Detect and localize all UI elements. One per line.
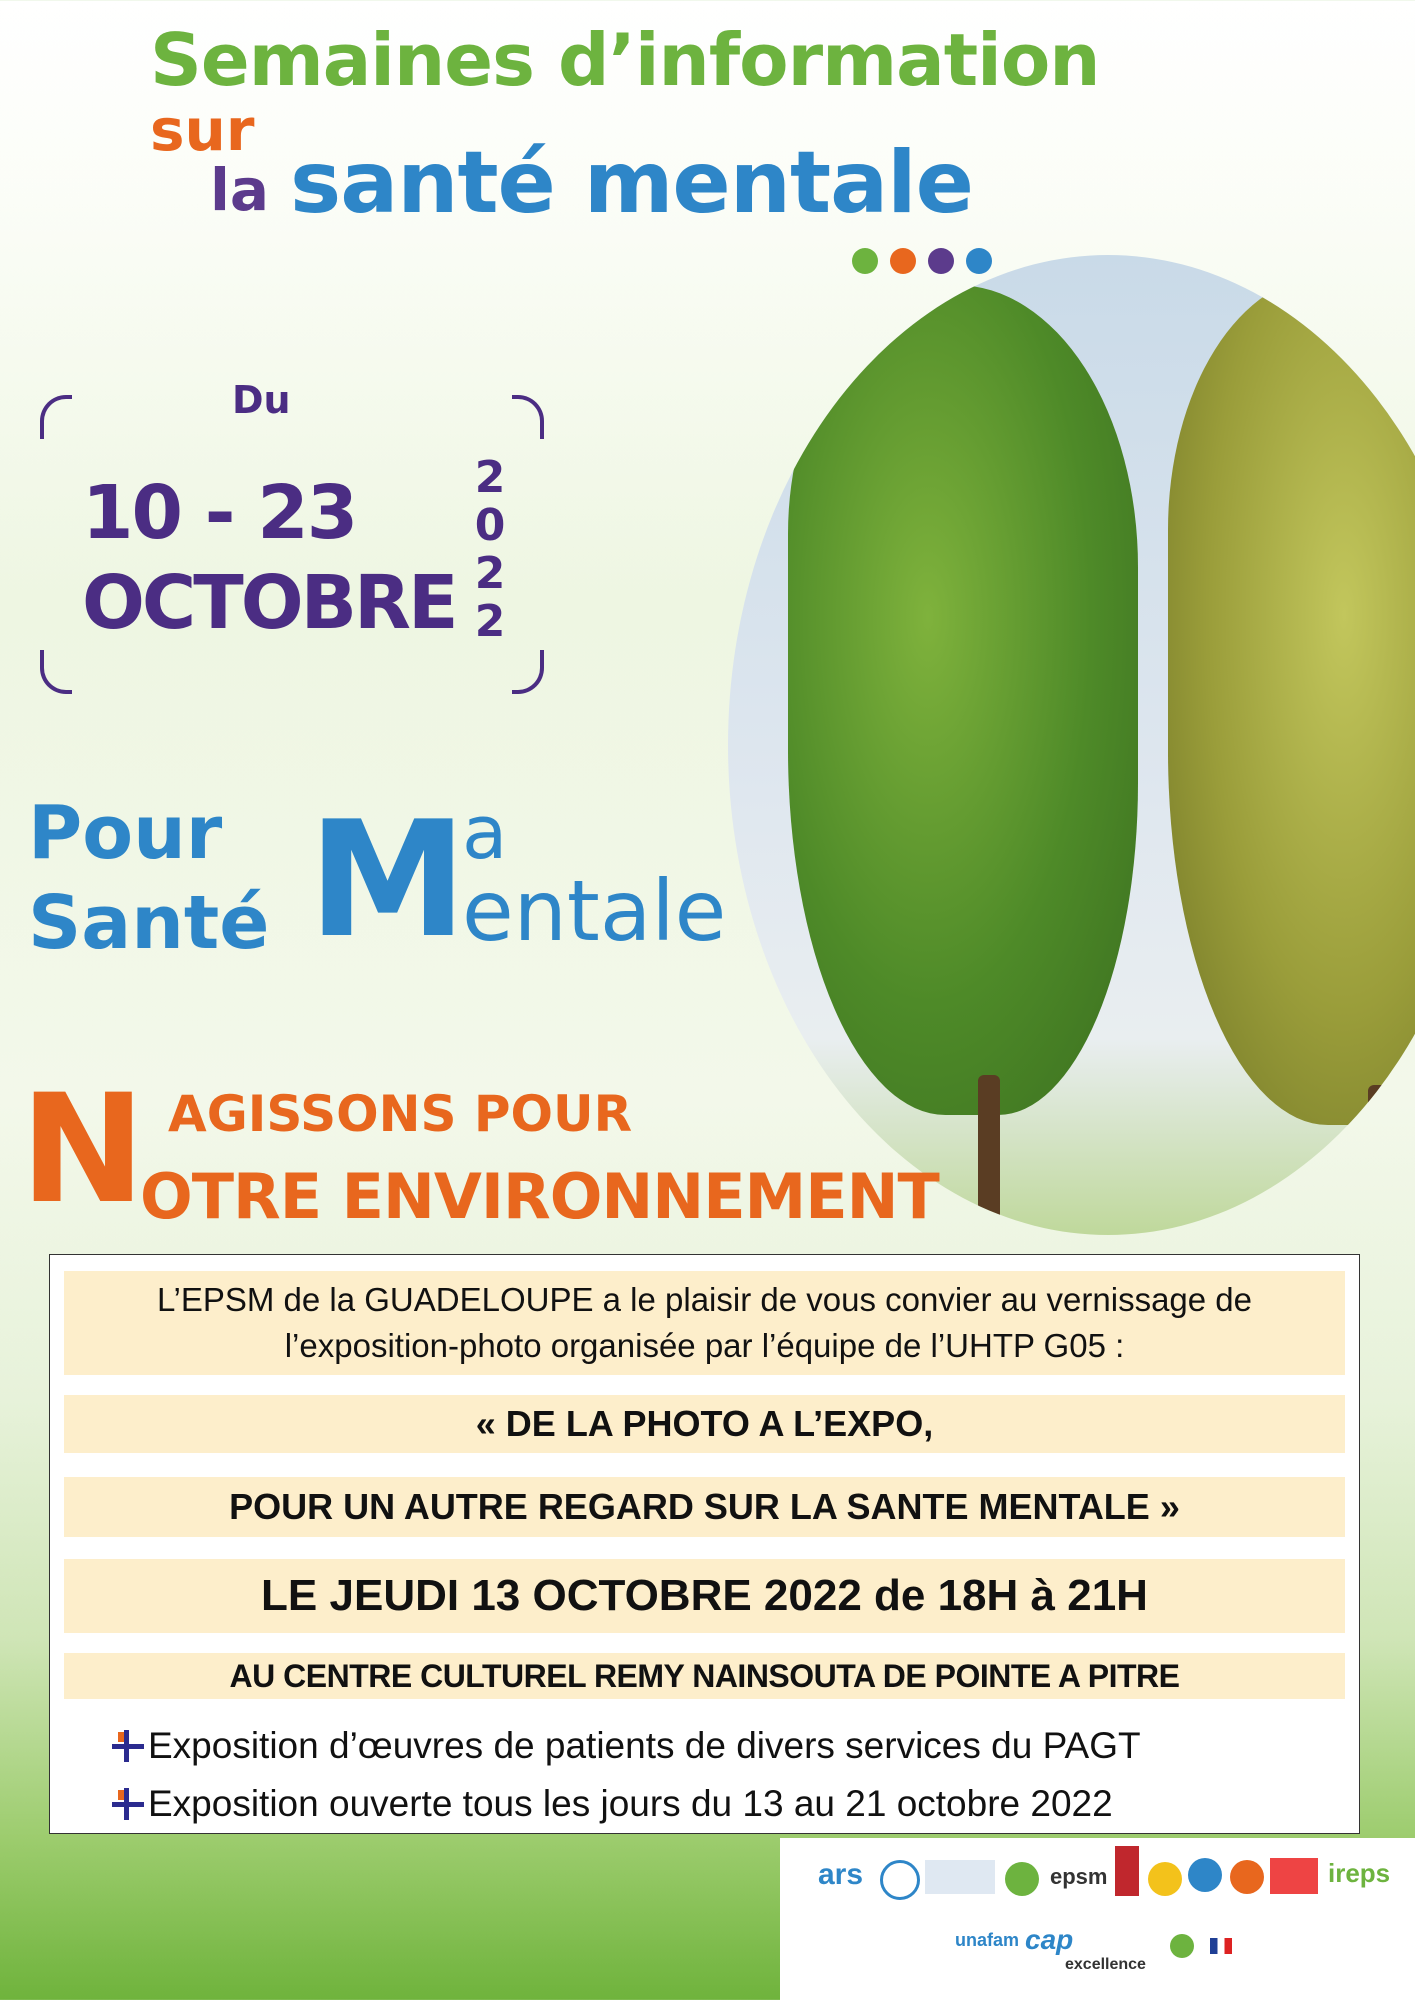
excellence-logo: excellence (1065, 1956, 1146, 1973)
yellow-logo-icon (1148, 1862, 1182, 1896)
bracket-bottom-left (40, 650, 72, 694)
french-flag-icon (1210, 1938, 1232, 1954)
green-badge-icon (1170, 1934, 1194, 1958)
epsm-logo: epsm (1050, 1864, 1108, 1889)
bullet-text: Exposition d’œuvres de patients de divers services du PAGT (148, 1725, 1141, 1766)
blue-dot-icon (966, 248, 992, 274)
yellow-tree-face (1168, 275, 1415, 1125)
trees-faces-image (728, 255, 1415, 1235)
intro-line2: l’exposition-photo organisée par l’équipe de l’UHTP G05 : (284, 1327, 1125, 1364)
bracket-top-right (512, 395, 544, 439)
people-logo (1270, 1858, 1318, 1894)
cross-bullet-icon (112, 1788, 144, 1820)
title-line1: Semaines d’information (150, 18, 1100, 102)
red-logo (1115, 1846, 1139, 1896)
date-days: 10 - 23 (82, 470, 357, 556)
theme-notre-environnement: OTRE ENVIRONNEMENT (140, 1160, 939, 1233)
event-bullets (64, 1717, 1345, 1827)
slogan-big-m: M (308, 786, 468, 973)
ccoms-logo (925, 1860, 995, 1894)
unafam-logo: unafam (955, 1930, 1020, 1950)
cross-bullet-icon (112, 1730, 144, 1762)
event-date-time: LE JEUDI 13 OCTOBRE 2022 de 18H à 21H (64, 1559, 1345, 1633)
event-venue: AU CENTRE CULTUREL REMY NAINSOUTA DE POINTE A PITRE (64, 1653, 1345, 1699)
partner-logos (780, 1838, 1415, 2000)
who-logo-icon (880, 1860, 920, 1900)
orange-dot-icon (890, 248, 916, 274)
yellow-tree-trunk (1368, 1085, 1390, 1235)
cap-logo: cap (1025, 1924, 1074, 1955)
orange-logo-icon (1230, 1860, 1264, 1894)
title-la: la (210, 156, 270, 224)
bracket-bottom-right (512, 650, 544, 694)
slogan-sante: Santé (28, 880, 270, 966)
ars-logo: ars (818, 1858, 864, 1891)
title-sante-mentale: santé mentale (290, 133, 973, 233)
date-month: OCTOBRE (82, 560, 456, 646)
green-tree-face (788, 285, 1138, 1115)
date-du: Du (232, 378, 291, 422)
slogan-pour: Pour (28, 790, 223, 876)
theme-big-n: N (20, 1063, 146, 1237)
ireps-logo: ireps (1328, 1858, 1391, 1888)
bracket-top-left (40, 395, 72, 439)
exhibition-title-line1: « DE LA PHOTO A L’EXPO, (64, 1395, 1345, 1453)
title-sur: sur (150, 96, 255, 164)
blue-logo-icon (1188, 1858, 1222, 1892)
invitation-intro (64, 1271, 1345, 1375)
slogan-entale: entale (462, 862, 727, 960)
invitation-box (49, 1254, 1360, 1834)
intro-line1: L’EPSM de la GUADELOUPE a le plaisir de vous convier au vernissage de (156, 1281, 1253, 1318)
bullet-text: Exposition ouverte tous les jours du 13 au 21 octobre 2022 (148, 1783, 1113, 1824)
color-dots (852, 248, 992, 274)
list-item (64, 1775, 1345, 1833)
round-logo-icon (1005, 1862, 1039, 1896)
list-item (64, 1717, 1345, 1775)
purple-dot-icon (928, 248, 954, 274)
exhibition-title-line2: POUR UN AUTRE REGARD SUR LA SANTE MENTALE » (64, 1477, 1345, 1537)
green-dot-icon (852, 248, 878, 274)
slogan-a: a (462, 790, 508, 876)
theme-agissons: AGISSONS POUR (168, 1085, 633, 1143)
green-tree-trunk (978, 1075, 1000, 1235)
date-year: 2022 (474, 452, 506, 647)
